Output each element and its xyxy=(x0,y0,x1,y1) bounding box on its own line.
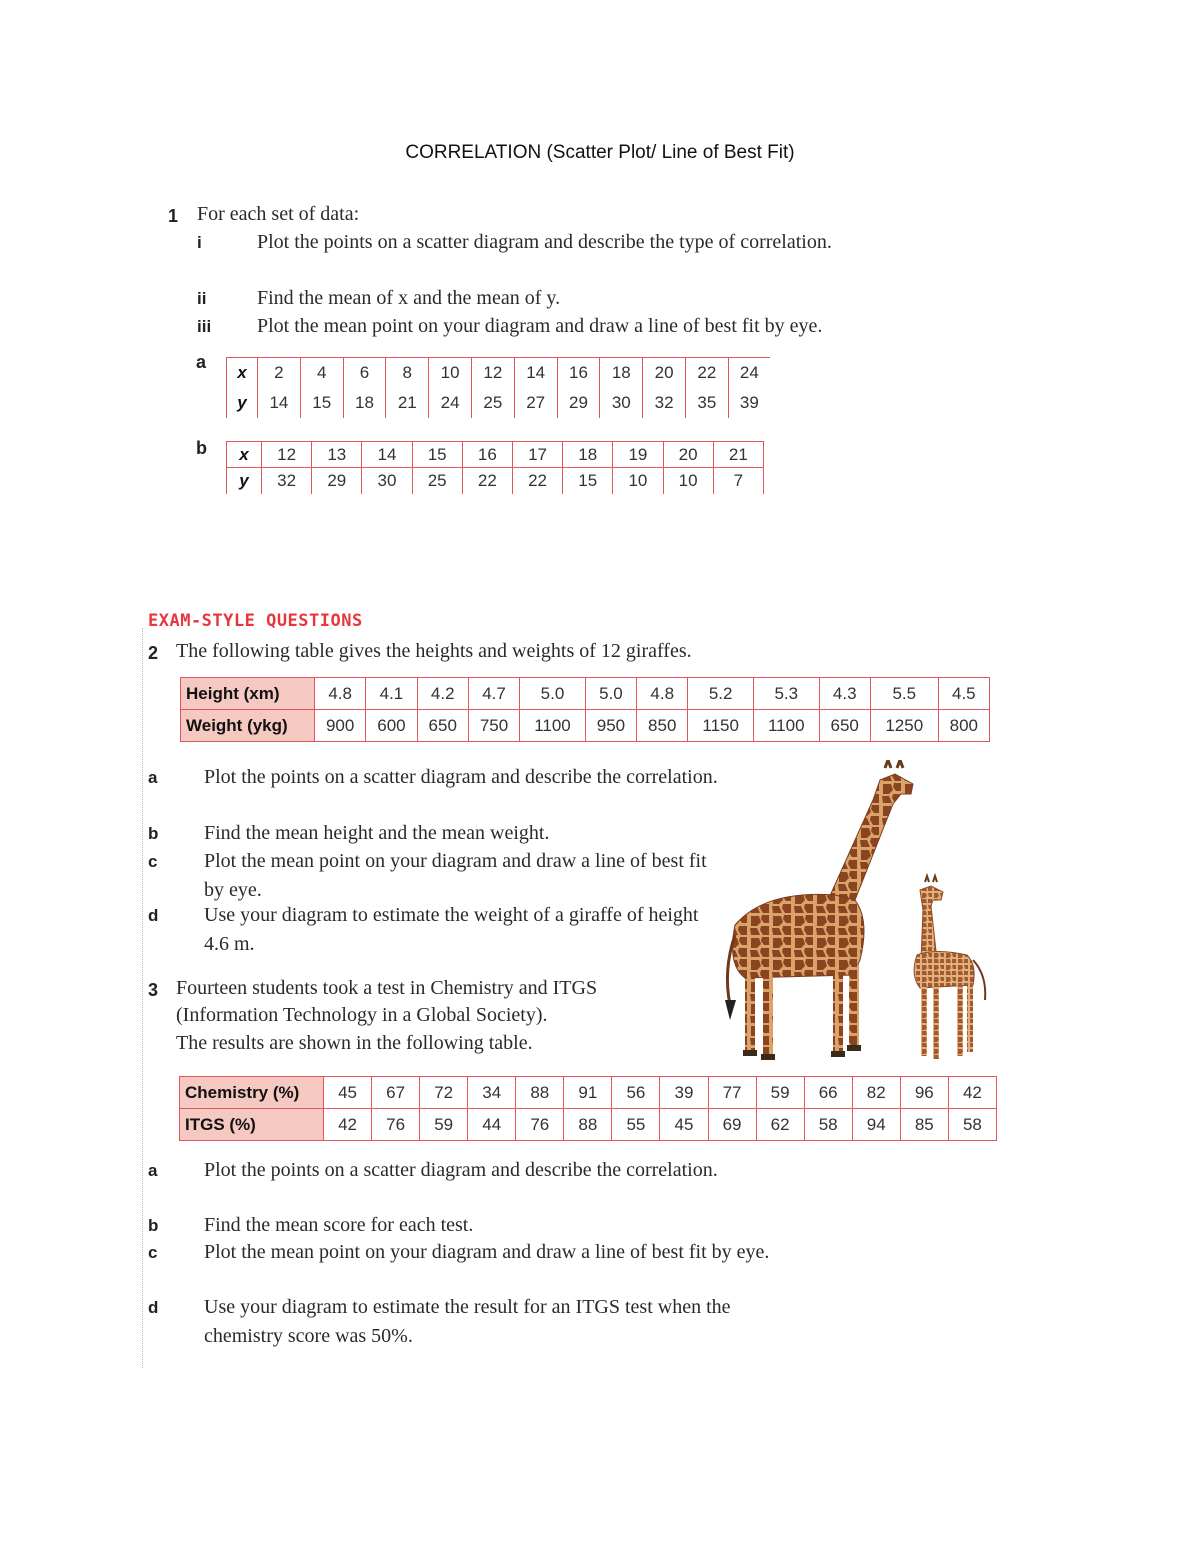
table-cell: 96 xyxy=(900,1077,948,1109)
table-cell: 900 xyxy=(315,710,366,742)
q2-table xyxy=(180,677,990,742)
table-cell: 91 xyxy=(564,1077,612,1109)
table-cell: 22 xyxy=(685,358,728,388)
table-cell: 45 xyxy=(324,1077,372,1109)
table-cell: 59 xyxy=(756,1077,804,1109)
table-cell: 35 xyxy=(685,388,728,418)
table-cell: 5.0 xyxy=(520,678,586,710)
table-cell: 24 xyxy=(429,388,472,418)
giraffe-illustration xyxy=(705,760,1000,1065)
row-label: Weight (ykg) xyxy=(181,710,315,742)
q3-part-label: d xyxy=(148,1298,159,1317)
table-cell: 10 xyxy=(613,468,663,494)
table-cell: 18 xyxy=(563,442,613,468)
table-cell: 32 xyxy=(643,388,686,418)
baby-giraffe xyxy=(914,876,985,1059)
table-cell: 39 xyxy=(660,1077,708,1109)
row-label: x xyxy=(227,442,262,468)
table-cell: 66 xyxy=(804,1077,852,1109)
table-cell: 21 xyxy=(386,388,429,418)
page-title: CORRELATION (Scatter Plot/ Line of Best Fit) xyxy=(405,142,795,163)
table-cell: 15 xyxy=(300,388,343,418)
table-cell: 45 xyxy=(660,1109,708,1141)
q2-part-text: Plot the mean point on your diagram and draw a line of best fit by eye. xyxy=(204,850,707,901)
q3-table xyxy=(179,1076,997,1141)
table-cell: 27 xyxy=(514,388,557,418)
q2-part-label: c xyxy=(148,852,158,871)
table-cell: 5.5 xyxy=(870,678,938,710)
q1-part-iii xyxy=(197,312,957,341)
table-cell: 20 xyxy=(643,358,686,388)
table-cell: 25 xyxy=(412,468,462,494)
q3-part-text: Find the mean score for each test. xyxy=(204,1214,474,1236)
q1-part-text: Plot the mean point on your diagram and draw a line of best fit by eye. xyxy=(257,315,823,337)
q2-part-c xyxy=(148,847,724,904)
row-label: x xyxy=(227,358,258,388)
q3-part-text: Plot the points on a scatter diagram and describe the correlation. xyxy=(204,1159,718,1181)
row-label: ITGS (%) xyxy=(180,1109,324,1141)
table-cell: 58 xyxy=(804,1109,852,1141)
table-cell: 5.0 xyxy=(585,678,636,710)
table-cell: 12 xyxy=(262,442,312,468)
q2-part-text: Find the mean height and the mean weight. xyxy=(204,822,550,844)
table-cell: 600 xyxy=(366,710,417,742)
q2-part-label: d xyxy=(148,906,159,925)
table-cell: 4.3 xyxy=(819,678,870,710)
table-cell: 29 xyxy=(557,388,600,418)
table-cell: 88 xyxy=(516,1077,564,1109)
table-cell: 22 xyxy=(512,468,562,494)
row-label: y xyxy=(227,468,262,494)
table-cell: 5.3 xyxy=(753,678,819,710)
table-cell: 85 xyxy=(900,1109,948,1141)
table-cell: 42 xyxy=(324,1109,372,1141)
table-cell: 32 xyxy=(262,468,312,494)
table-cell: 1100 xyxy=(520,710,586,742)
q3-part-label: b xyxy=(148,1216,159,1235)
q1-part-label: ii xyxy=(197,289,207,308)
table-row xyxy=(180,1077,997,1109)
table-cell: 14 xyxy=(258,388,301,418)
q2-part-text: Use your diagram to estimate the weight of a giraffe of height 4.6 m. xyxy=(204,904,699,955)
table-row xyxy=(227,468,764,494)
q3-part-a xyxy=(148,1156,734,1185)
table-cell: 76 xyxy=(516,1109,564,1141)
table-cell: 15 xyxy=(563,468,613,494)
table-cell: 25 xyxy=(471,388,514,418)
table-row xyxy=(227,388,771,418)
table-cell: 30 xyxy=(600,388,643,418)
q1-part-label: i xyxy=(197,233,202,252)
q3-part-c xyxy=(148,1238,804,1267)
q3-part-text: Use your diagram to estimate the result for an ITGS test when the chemistry score was 50%. xyxy=(204,1296,731,1347)
table-row xyxy=(181,678,990,710)
table-cell: 55 xyxy=(612,1109,660,1141)
q3-number: 3 xyxy=(148,980,159,1000)
table-cell: 15 xyxy=(412,442,462,468)
q3-intro-line-3: The results are shown in the following table. xyxy=(176,1032,533,1054)
table-cell: 19 xyxy=(613,442,663,468)
table-cell: 22 xyxy=(462,468,512,494)
table-cell: 16 xyxy=(462,442,512,468)
table-cell: 94 xyxy=(852,1109,900,1141)
table-cell: 62 xyxy=(756,1109,804,1141)
table-cell: 2 xyxy=(258,358,301,388)
table-row xyxy=(227,442,764,468)
q2-number: 2 xyxy=(148,643,159,663)
table-cell: 29 xyxy=(312,468,362,494)
table-cell: 10 xyxy=(429,358,472,388)
table-cell: 850 xyxy=(637,710,688,742)
table-cell: 30 xyxy=(362,468,412,494)
q2-intro: The following table gives the heights and weights of 12 giraffes. xyxy=(176,640,692,662)
table-cell: 69 xyxy=(708,1109,756,1141)
table-cell: 10 xyxy=(663,468,713,494)
table-cell: 1100 xyxy=(753,710,819,742)
table-cell: 39 xyxy=(739,392,759,412)
q2-part-label: a xyxy=(148,768,158,787)
q2-part-label: b xyxy=(148,824,159,843)
table-row xyxy=(227,358,771,388)
table-cell: 18 xyxy=(343,388,386,418)
q1-table-b xyxy=(226,441,764,494)
table-cell: 4.5 xyxy=(938,678,989,710)
q1-part-text: Find the mean of x and the mean of y. xyxy=(257,287,561,309)
table-cell: 1150 xyxy=(688,710,754,742)
table-cell: 5.2 xyxy=(688,678,754,710)
table-cell: 82 xyxy=(852,1077,900,1109)
table-cell: 4.1 xyxy=(366,678,417,710)
table-cell: 950 xyxy=(585,710,636,742)
table-cell: 18 xyxy=(600,358,643,388)
table-cell: 56 xyxy=(612,1077,660,1109)
q1-part-i xyxy=(197,228,877,257)
table-cell: 77 xyxy=(708,1077,756,1109)
q3-part-text: Plot the mean point on your diagram and draw a line of best fit by eye. xyxy=(204,1241,770,1263)
q1-intro: For each set of data: xyxy=(197,203,360,225)
table-cell: 8 xyxy=(386,358,429,388)
adult-giraffe xyxy=(725,760,913,1060)
table-cell: 650 xyxy=(417,710,468,742)
table-cell: 4.8 xyxy=(637,678,688,710)
table-cell: 21 xyxy=(713,442,763,468)
table-cell: 14 xyxy=(362,442,412,468)
table-cell: 20 xyxy=(663,442,713,468)
table-cell: 42 xyxy=(948,1077,996,1109)
table-cell: 72 xyxy=(420,1077,468,1109)
exam-heading: EXAM-STYLE QUESTIONS xyxy=(148,611,363,631)
table-cell: 24 xyxy=(739,362,759,382)
q3-part-d xyxy=(148,1293,814,1350)
table-cell: 800 xyxy=(938,710,989,742)
q3-part-label: c xyxy=(148,1243,158,1262)
table-cell: 6 xyxy=(343,358,386,388)
table-cell: 44 xyxy=(468,1109,516,1141)
q3-part-label: a xyxy=(148,1161,158,1180)
q2-part-a xyxy=(148,763,724,792)
table-row xyxy=(180,1109,997,1141)
table-cell: 76 xyxy=(372,1109,420,1141)
table-cell: 59 xyxy=(420,1109,468,1141)
table-cell: 4.8 xyxy=(315,678,366,710)
table-cell: 650 xyxy=(819,710,870,742)
q2-part-b xyxy=(148,819,724,848)
row-label: Height (xm) xyxy=(181,678,315,710)
table-cell: 16 xyxy=(557,358,600,388)
q1-part-label: iii xyxy=(197,317,212,336)
q2-part-text: Plot the points on a scatter diagram and describe the correlation. xyxy=(204,766,718,788)
table-cell: 4.2 xyxy=(417,678,468,710)
table-cell: 7 xyxy=(713,468,763,494)
q1-table-a-label: a xyxy=(196,352,207,372)
table-cell: 4 xyxy=(300,358,343,388)
table-cell: 1250 xyxy=(870,710,938,742)
table-cell: 58 xyxy=(948,1109,996,1141)
table-cell: 17 xyxy=(512,442,562,468)
q2-part-d xyxy=(148,901,724,958)
table-cell: 67 xyxy=(372,1077,420,1109)
row-label: Chemistry (%) xyxy=(180,1077,324,1109)
q3-part-b xyxy=(148,1211,804,1240)
q1-table-b-label: b xyxy=(196,438,207,458)
margin-guide xyxy=(142,628,143,1368)
table-cell: 4.7 xyxy=(468,678,519,710)
q1-part-text: Plot the points on a scatter diagram and describe the type of correlation. xyxy=(257,231,832,253)
table-cell: 88 xyxy=(564,1109,612,1141)
q1-part-ii xyxy=(197,284,937,313)
q3-intro-line-1: Fourteen students took a test in Chemistry and ITGS xyxy=(176,977,598,999)
table-cell: 14 xyxy=(514,358,557,388)
table-row xyxy=(181,710,990,742)
table-cell: 13 xyxy=(312,442,362,468)
q1-table-a xyxy=(226,357,770,418)
table-cell: 12 xyxy=(471,358,514,388)
table-cell: 750 xyxy=(468,710,519,742)
table-cell: 34 xyxy=(468,1077,516,1109)
q3-intro-line-2: (Information Technology in a Global Society). xyxy=(176,1004,548,1026)
q1-number: 1 xyxy=(168,206,179,226)
row-label: y xyxy=(227,388,258,418)
